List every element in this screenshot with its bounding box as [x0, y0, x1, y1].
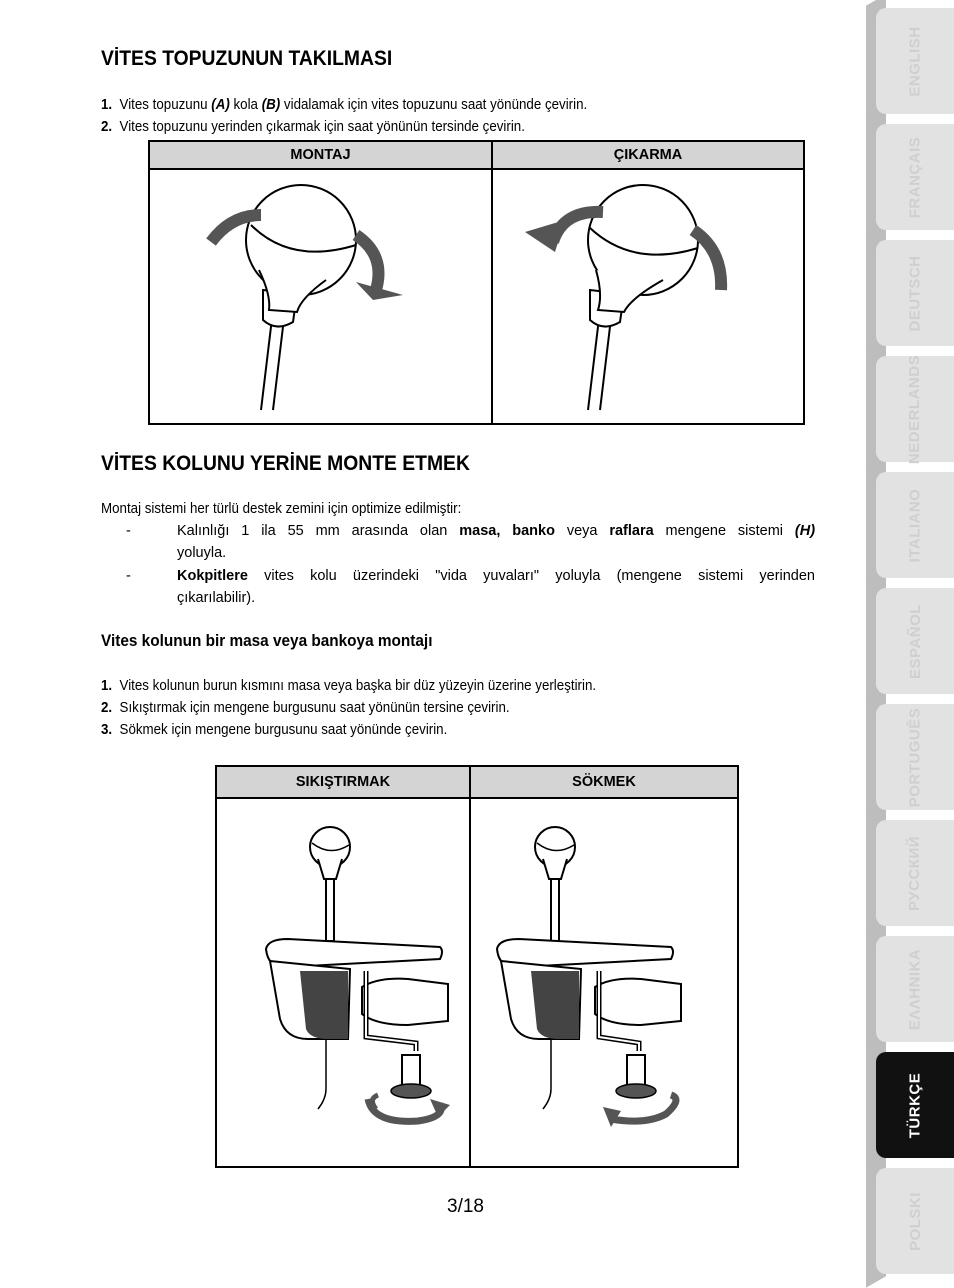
mount-step-3: 3. Sökmek için mengene burgusunu saat yönünde çevirin. — [101, 722, 448, 738]
tab-portugues[interactable]: PORTUGUÊS — [876, 704, 954, 810]
bullet-2: Kokpitlere vites kolu üzerindeki "vida yuvaları" yoluyla (mengene sistemi yerinden çıkarılabilir). — [177, 568, 815, 606]
tab-greek[interactable]: ΕΛΛΗΝΙΚΑ — [876, 936, 954, 1042]
col-sikistirmak: SIKIŞTIRMAK — [216, 766, 470, 798]
figure-sikistirmak — [216, 798, 470, 1167]
knob-install-illustration — [151, 170, 491, 418]
knob-remove-illustration — [493, 170, 803, 418]
mount-subtitle: Vites kolunun bir masa veya bankoya montajı — [101, 632, 433, 650]
bullet-dash-1: - — [126, 523, 131, 539]
tab-polski[interactable]: POLSKI — [876, 1168, 954, 1274]
col-montaj: MONTAJ — [149, 141, 492, 169]
bullet-dash-2: - — [126, 568, 131, 584]
mount-intro: Montaj sistemi her türlü destek zemini için optimize edilmiştir: — [101, 501, 462, 517]
tab-russian[interactable]: РУССКИЙ — [876, 820, 954, 926]
figure-montaj — [149, 169, 492, 424]
clamp-figure-table — [215, 765, 739, 1168]
tab-francais[interactable]: FRANÇAIS — [876, 124, 954, 230]
mount-step-2: 2. Sıkıştırmak için mengene burgusunu saat yönünün tersine çevirin. — [101, 700, 510, 716]
step-2-knob: 2. Vites topuzunu yerinden çıkarmak için saat yönünün tersinde çevirin. — [101, 119, 525, 135]
col-cikarma: ÇIKARMA — [492, 141, 804, 169]
tab-italiano[interactable]: ITALIANO — [876, 472, 954, 578]
col-sokmek: SÖKMEK — [470, 766, 738, 798]
section-title-knob: VİTES TOPUZUNUN TAKILMASI — [101, 47, 393, 70]
clamp-loosen-illustration — [471, 799, 737, 1161]
language-tabs — [866, 0, 954, 1272]
bullet-1: Kalınlığı 1 ila 55 mm arasında olan masa, banko veya raflara mengene sistemi (H) yoluyla. — [177, 523, 816, 561]
tab-deutsch[interactable]: DEUTSCH — [876, 240, 954, 346]
page-number: 3/18 — [447, 1196, 484, 1217]
step-1-knob: 1. Vites topuzunu (A) kola (B) vidalamak için vites topuzunu saat yönünde çevirin. — [101, 97, 588, 113]
clamp-tighten-illustration — [218, 799, 468, 1161]
tab-espanol[interactable]: ESPAÑOL — [876, 588, 954, 694]
tab-turkce[interactable]: TÜRKÇE — [876, 1052, 954, 1158]
mount-step-1: 1. Vites kolunun burun kısmını masa veya başka bir düz yüzeyin üzerine yerleştirin. — [101, 678, 597, 694]
figure-sokmek — [470, 798, 738, 1167]
knob-figure-table — [148, 140, 805, 425]
figure-cikarma — [492, 169, 804, 424]
tab-nederlands[interactable]: NEDERLANDS — [876, 356, 954, 462]
section-title-mount: VİTES KOLUNU YERİNE MONTE ETMEK — [101, 452, 470, 475]
tab-english[interactable]: ENGLISH — [876, 8, 954, 114]
